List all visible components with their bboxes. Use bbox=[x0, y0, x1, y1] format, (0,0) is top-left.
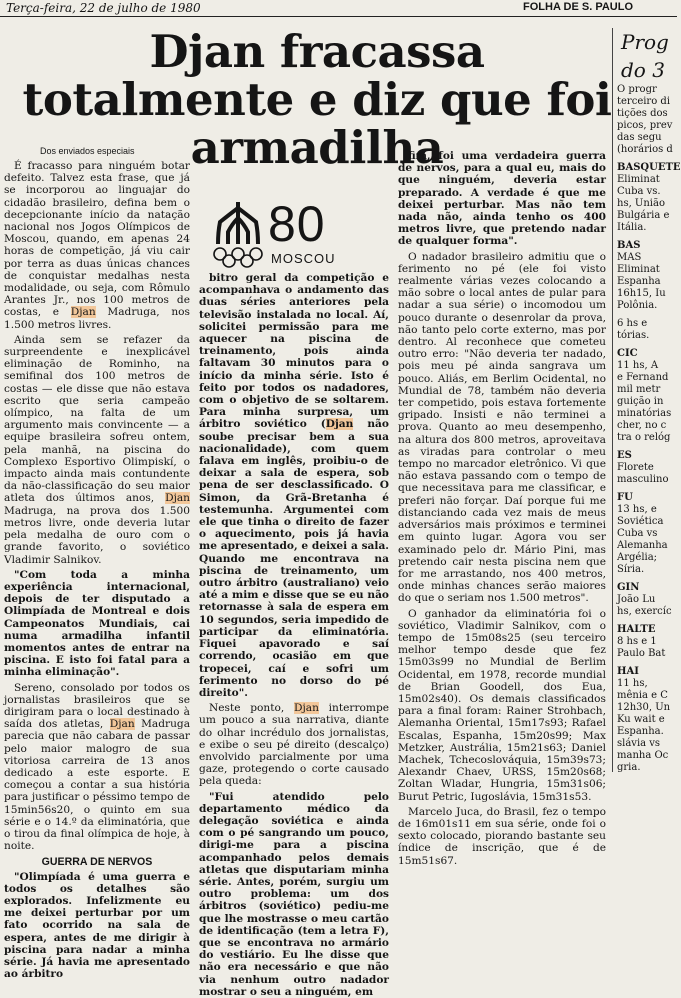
text-run: Ainda sem se refazer da surpreendente e inexplicável eliminação de Rominho, na semifinal dos 100 metros de costas — ele disse que não estava escrito que seria campeão olímpico, na falta de um argumento mais convincente — a equipe brasileira sofreu ontem, pela manhã, na piscina do Complexo Esportivo Olimpiskí, o impacto ainda mais contundente da não-classificação do seu maior atleta dos últimos anos, bbox=[4, 333, 190, 505]
highlighted-name: Djan bbox=[165, 492, 190, 505]
highlighted-name: Djan bbox=[70, 306, 96, 319]
sidebar-line: gria. bbox=[617, 762, 641, 773]
col2-body bbox=[199, 272, 389, 998]
sidebar-line: Espanha bbox=[617, 276, 661, 287]
paragraph bbox=[398, 251, 606, 605]
paragraph bbox=[398, 150, 606, 248]
text-run: Madruga parecia que não cabara de passar pelo maior malogro de sua vitoriosa carreira de 13 anos dedicado a este esporte. E começou a contar a sua história para justificar o péssimo tempo de 15min56s20, o quinto em sua série e o 14.º da eliminatória, que o tirou da final olímpica de hoje, à noite. bbox=[4, 718, 191, 853]
sidebar-line: Prog bbox=[621, 30, 669, 54]
sidebar-line: manha Oc bbox=[617, 750, 669, 761]
sidebar-line: 11 hs, bbox=[617, 678, 648, 689]
col1-end-body bbox=[4, 871, 190, 981]
text-run: "Olimpíada é uma guerra e todos os detalhes são explorados. Infelizmente eu me deixei perturbar por um fato ocorrido na sala de espera, antes de me dirigir à piscina para nadar a minha série. Já havia me apresentado ao árbitro bbox=[4, 870, 190, 981]
sidebar-line: Ku wait e bbox=[617, 714, 665, 725]
paragraph bbox=[199, 702, 389, 787]
article-column-2 bbox=[199, 272, 389, 998]
sidebar-block-heading: BAS bbox=[617, 240, 641, 251]
sidebar-block-heading: GIN bbox=[617, 582, 640, 593]
sidebar-line: Alemanha bbox=[617, 540, 668, 551]
sidebar-line: picos, prev bbox=[617, 120, 673, 131]
sidebar-line: Eliminat bbox=[617, 264, 660, 275]
sidebar-programacao bbox=[612, 28, 681, 773]
sidebar-line: 6 hs e bbox=[617, 318, 648, 329]
sidebar-line: Paulo Bat bbox=[617, 648, 666, 659]
sidebar-line: Florete bbox=[617, 462, 654, 473]
sidebar-line: Polônia. bbox=[617, 300, 658, 311]
sidebar-line: 8 hs e 1 bbox=[617, 636, 657, 647]
byline: Dos enviados especiais bbox=[40, 146, 135, 156]
sidebar-block-heading: HAI bbox=[617, 666, 639, 677]
paragraph bbox=[199, 272, 389, 699]
sidebar-line: minatórias bbox=[617, 408, 672, 419]
text-run: não soube precisar bem a sua nacionalidade), com quem falava em inglês, proibiu-o de deixar a sala de espera, sob pena de ser desclassificado. O Simon, da Grã-Bretanha é testemunha. Argumentei com ele que tinha o direito de fazer o aquecimento, pois já havia me apresentado, e deixei a sala. Quando me encontrava na piscina de treinamento, um outro árbitro (australiano) veio até a mim e disse que se eu não retornasse à sala de espera em 10 segundos, seria impedido de participar da eliminatória. Fiquei apavorado e saí correndo, ocasião em que tropecei, caí e sofri um ferimento no dorso do pé direito". bbox=[199, 418, 389, 699]
paragraph bbox=[4, 871, 190, 981]
paragraph bbox=[199, 791, 389, 998]
headline: Djan fracassa totalmente e diz que foi armadilha bbox=[22, 25, 612, 174]
text-run: "Com toda a minha experiência internacional, depois de ter disputado a Olimpíada de Montreal e dois Campeonatos Mundiais, cai numa armadilha infantil momentos antes de entrar na piscina. E isto foi fatal para a minha eliminação". bbox=[4, 568, 190, 679]
sidebar-line: tições dos bbox=[617, 108, 668, 119]
sidebar-line: tra o relóg bbox=[617, 432, 671, 443]
sidebar-line: das segu bbox=[617, 132, 662, 143]
logo-city: MOSCOU bbox=[271, 251, 336, 266]
sidebar-block-heading: HALTE bbox=[617, 624, 656, 635]
text-run: Madruga, nos 1.500 metros livres. bbox=[4, 306, 190, 331]
text-run: "Fui atendido pelo departamento médico da delegação soviética e ainda com o pé sangrando um pouco, dirigi-me para a piscina acompanhado pelos demais atletas que disputariam minha série. Antes, porém, surgiu um outro problema: um dos árbitros (soviético) pediu-me que lhe mostrasse o meu cartão de identificação (tem a letra F), que se encontrava no armário do vestiário. Eu lhe disse que não era necessário e que não via nenhum outro nadador mostrar o seu a ninguém, em bbox=[199, 790, 389, 998]
sidebar-block-heading: CIC bbox=[617, 348, 638, 359]
text-run: fim, foi uma verdadeira guerra de nervos, para a qual eu, mais do que ninguém, deveria estar preparado. A verdade é que me deixei perturbar. Mas não tem nada não, ainda tenho os 400 metros livre, que pretendo nadar de qualquer forma". bbox=[398, 150, 606, 248]
sidebar-blocks bbox=[613, 162, 681, 774]
text-run: Sereno, consolado por todos os jornalistas brasileiros que se dirigiram para o local destinado à saída dos atletas, bbox=[4, 681, 190, 731]
sidebar-line: e Fernand bbox=[617, 372, 669, 383]
highlighted-name: Djan bbox=[293, 702, 319, 715]
sidebar-line: Espanha. bbox=[617, 726, 664, 737]
paragraph bbox=[398, 806, 606, 867]
sidebar-line: Cuba vs bbox=[617, 528, 658, 539]
highlighted-name: Djan bbox=[109, 718, 135, 731]
text-run: É fracasso para ninguém botar defeito. Talvez esta frase, que já se incorporou ao linguajar do cidadão brasileiro, defina bem o decepcionante início da natação nacional nos Jogos Olímpicos de Moscou, quando, em apenas 24 horas de competição, já viu cair por terra as duas únicas chances de conquistar medalhas nesta modalidade, ou seja, com Rômulo Arantes Jr., nos 100 metros de costas, e bbox=[4, 160, 190, 319]
sidebar-line: mênia e C bbox=[617, 690, 668, 701]
sidebar-line: MAS bbox=[617, 252, 642, 263]
paragraph bbox=[398, 608, 606, 803]
article-column-1 bbox=[4, 160, 191, 981]
sidebar-line: Cuba vs. bbox=[617, 186, 661, 197]
sidebar-line: 13 hs, e bbox=[617, 504, 657, 515]
text-run: bitro geral da competição e acompanhava o andamento das duas séries anteriores pela televisão instalada no local. Aí, solicitei permissão para me aquecer na piscina de treinamento, pois ainda faltavam 30 minutos para o início da minha série. Isto é feito por todos os nadadores, com o objetivo de se soltarem. Para minha surpresa, um árbitro soviético ( bbox=[199, 272, 389, 431]
sidebar-title bbox=[613, 28, 678, 84]
sidebar-line: masculino bbox=[617, 474, 669, 485]
paragraph bbox=[4, 569, 190, 679]
sidebar-line: terceiro di bbox=[617, 96, 671, 107]
highlighted-name: Djan bbox=[325, 418, 354, 431]
text-run: Neste ponto, bbox=[209, 702, 294, 715]
sidebar-line: tórias. bbox=[617, 330, 650, 341]
text-run: O nadador brasileiro admitiu que o ferimento no pé (ele foi visto realmente várias vezes colocando a mão sobre o local antes de pular para nadar a sua série) o incomodou um pouco durante o desenrolar da prova, não tanto pelo corte externo, mas por dentro. Al reconhece que cometeu outro erro: "Não deveria ter nadado, pois meu pé ainda sangrava um pouco. Aliás, em Berlim Ocidental, no Mundial de 78, também não deveria ter competido, pois estava fortemente gripado. Insisti e não terminei a prova. Quanto ao meu desempenho, na altura dos 800 metros, aproveitava as viradas para controlar o meu tempo no marcador eletrônico. Vi que não estava passando com o tempo de que necessitava para me classificar, e preferi não forçar. Daí porque fui me distanciando cada vez mais de meus adversários mais próximos e terminei em quinto lugar. Agora vou ser examinado pelo dr. Mário Pini, mas pretendo cair nesta piscina nem que for me arrastando, nos 400 metros, onde minhas chances serão maiores do que o seriam nos 1.500 metros". bbox=[398, 250, 606, 605]
sidebar-line: Eliminat bbox=[617, 174, 660, 185]
logo-number: 80 bbox=[268, 196, 326, 252]
text-run: Marcelo Juca, do Brasil, fez o tempo de 16m01s11 em sua série, onde foi o sexto colocado, piorando bastante seu índice de inscrição, que é de 15m51s67. bbox=[398, 805, 606, 867]
moscow-olympics-logo bbox=[208, 196, 383, 268]
sidebar-line: 11 hs, A bbox=[617, 360, 659, 371]
sidebar-line: Itália. bbox=[617, 222, 647, 233]
sidebar-line: hs, exercíc bbox=[617, 606, 672, 617]
paragraph bbox=[4, 682, 190, 853]
newspaper-name: FOLHA DE S. PAULO bbox=[523, 1, 633, 13]
sidebar-line: cher, no c bbox=[617, 420, 667, 431]
sidebar-line: Soviética bbox=[617, 516, 664, 527]
sidebar-line: João Lu bbox=[617, 594, 656, 605]
text-run: O ganhador da eliminatória foi o soviético, Vladimir Salnikov, com o tempo de 15m08s25 (seu terceiro melhor tempo desde que fez 15m03s99 no Mundial de Berlim Ocidental, em 1978, recorde mundial de Brian Goodell, dos Eua, 15m02s40). Os demais classificados para a final foram: Rainer Strohbach, Alemanha Oriental, 15m17s93; Rafael Escalas, Espanha, 15m20s99; Max Metzker, Austrália, 15m21s63; Daniel Machek, Tchecoslováquia, 15m39s73; Alexandr Chaev, URSS, 15m20s68; Zoltan Wladar, Hungria, 15m31s06; Burut Petric, Iugoslávia, 15m31s53. bbox=[398, 607, 606, 803]
col1-body bbox=[4, 160, 190, 852]
subhead-guerra-de-nervos: GUERRA DE NERVOS bbox=[41, 856, 153, 869]
sidebar-block-heading: FU bbox=[617, 492, 633, 503]
sidebar-line: 16h15, Iu bbox=[617, 288, 666, 299]
masthead bbox=[0, 0, 677, 17]
edition-date: Terça-feira, 22 de julho de 1980 bbox=[6, 1, 201, 15]
sidebar-block-heading: ES bbox=[617, 450, 632, 461]
sidebar-line: do 3 bbox=[621, 58, 665, 82]
sidebar-line: Bulgária e bbox=[617, 210, 670, 221]
sidebar-line: Argélia; bbox=[617, 552, 658, 563]
sidebar-line: 12h30, Un bbox=[617, 702, 671, 713]
sidebar-block-heading: BASQUETE bbox=[617, 162, 681, 173]
olympic-emblem-icon bbox=[208, 200, 268, 268]
sidebar-line: guição in bbox=[617, 396, 664, 407]
paragraph bbox=[4, 334, 190, 566]
sidebar-line: slávia vs bbox=[617, 738, 661, 749]
col3-body bbox=[398, 150, 606, 867]
paragraph bbox=[4, 160, 190, 331]
sidebar-line: mil metr bbox=[617, 384, 661, 395]
article-column-3 bbox=[398, 150, 606, 867]
sidebar-line: (horários d bbox=[617, 144, 673, 155]
sidebar-line: hs, União bbox=[617, 198, 665, 209]
sidebar-line: O progr bbox=[617, 84, 657, 95]
sidebar-intro bbox=[613, 84, 678, 156]
text-run: Madruga, na prova dos 1.500 metros livre, onde deveria lutar pela medalha de ouro com o grande favorito, o soviético Vladimir Salnikov. bbox=[4, 504, 190, 566]
text-run: interrompe um pouco a sua narrativa, diante do olhar incrédulo dos jornalistas, e exibe o seu pé direito (descalço) envolvido parcialmente por uma gaze, protegendo o corte causado pela queda: bbox=[199, 702, 389, 788]
sidebar-line: Síria. bbox=[617, 564, 645, 575]
